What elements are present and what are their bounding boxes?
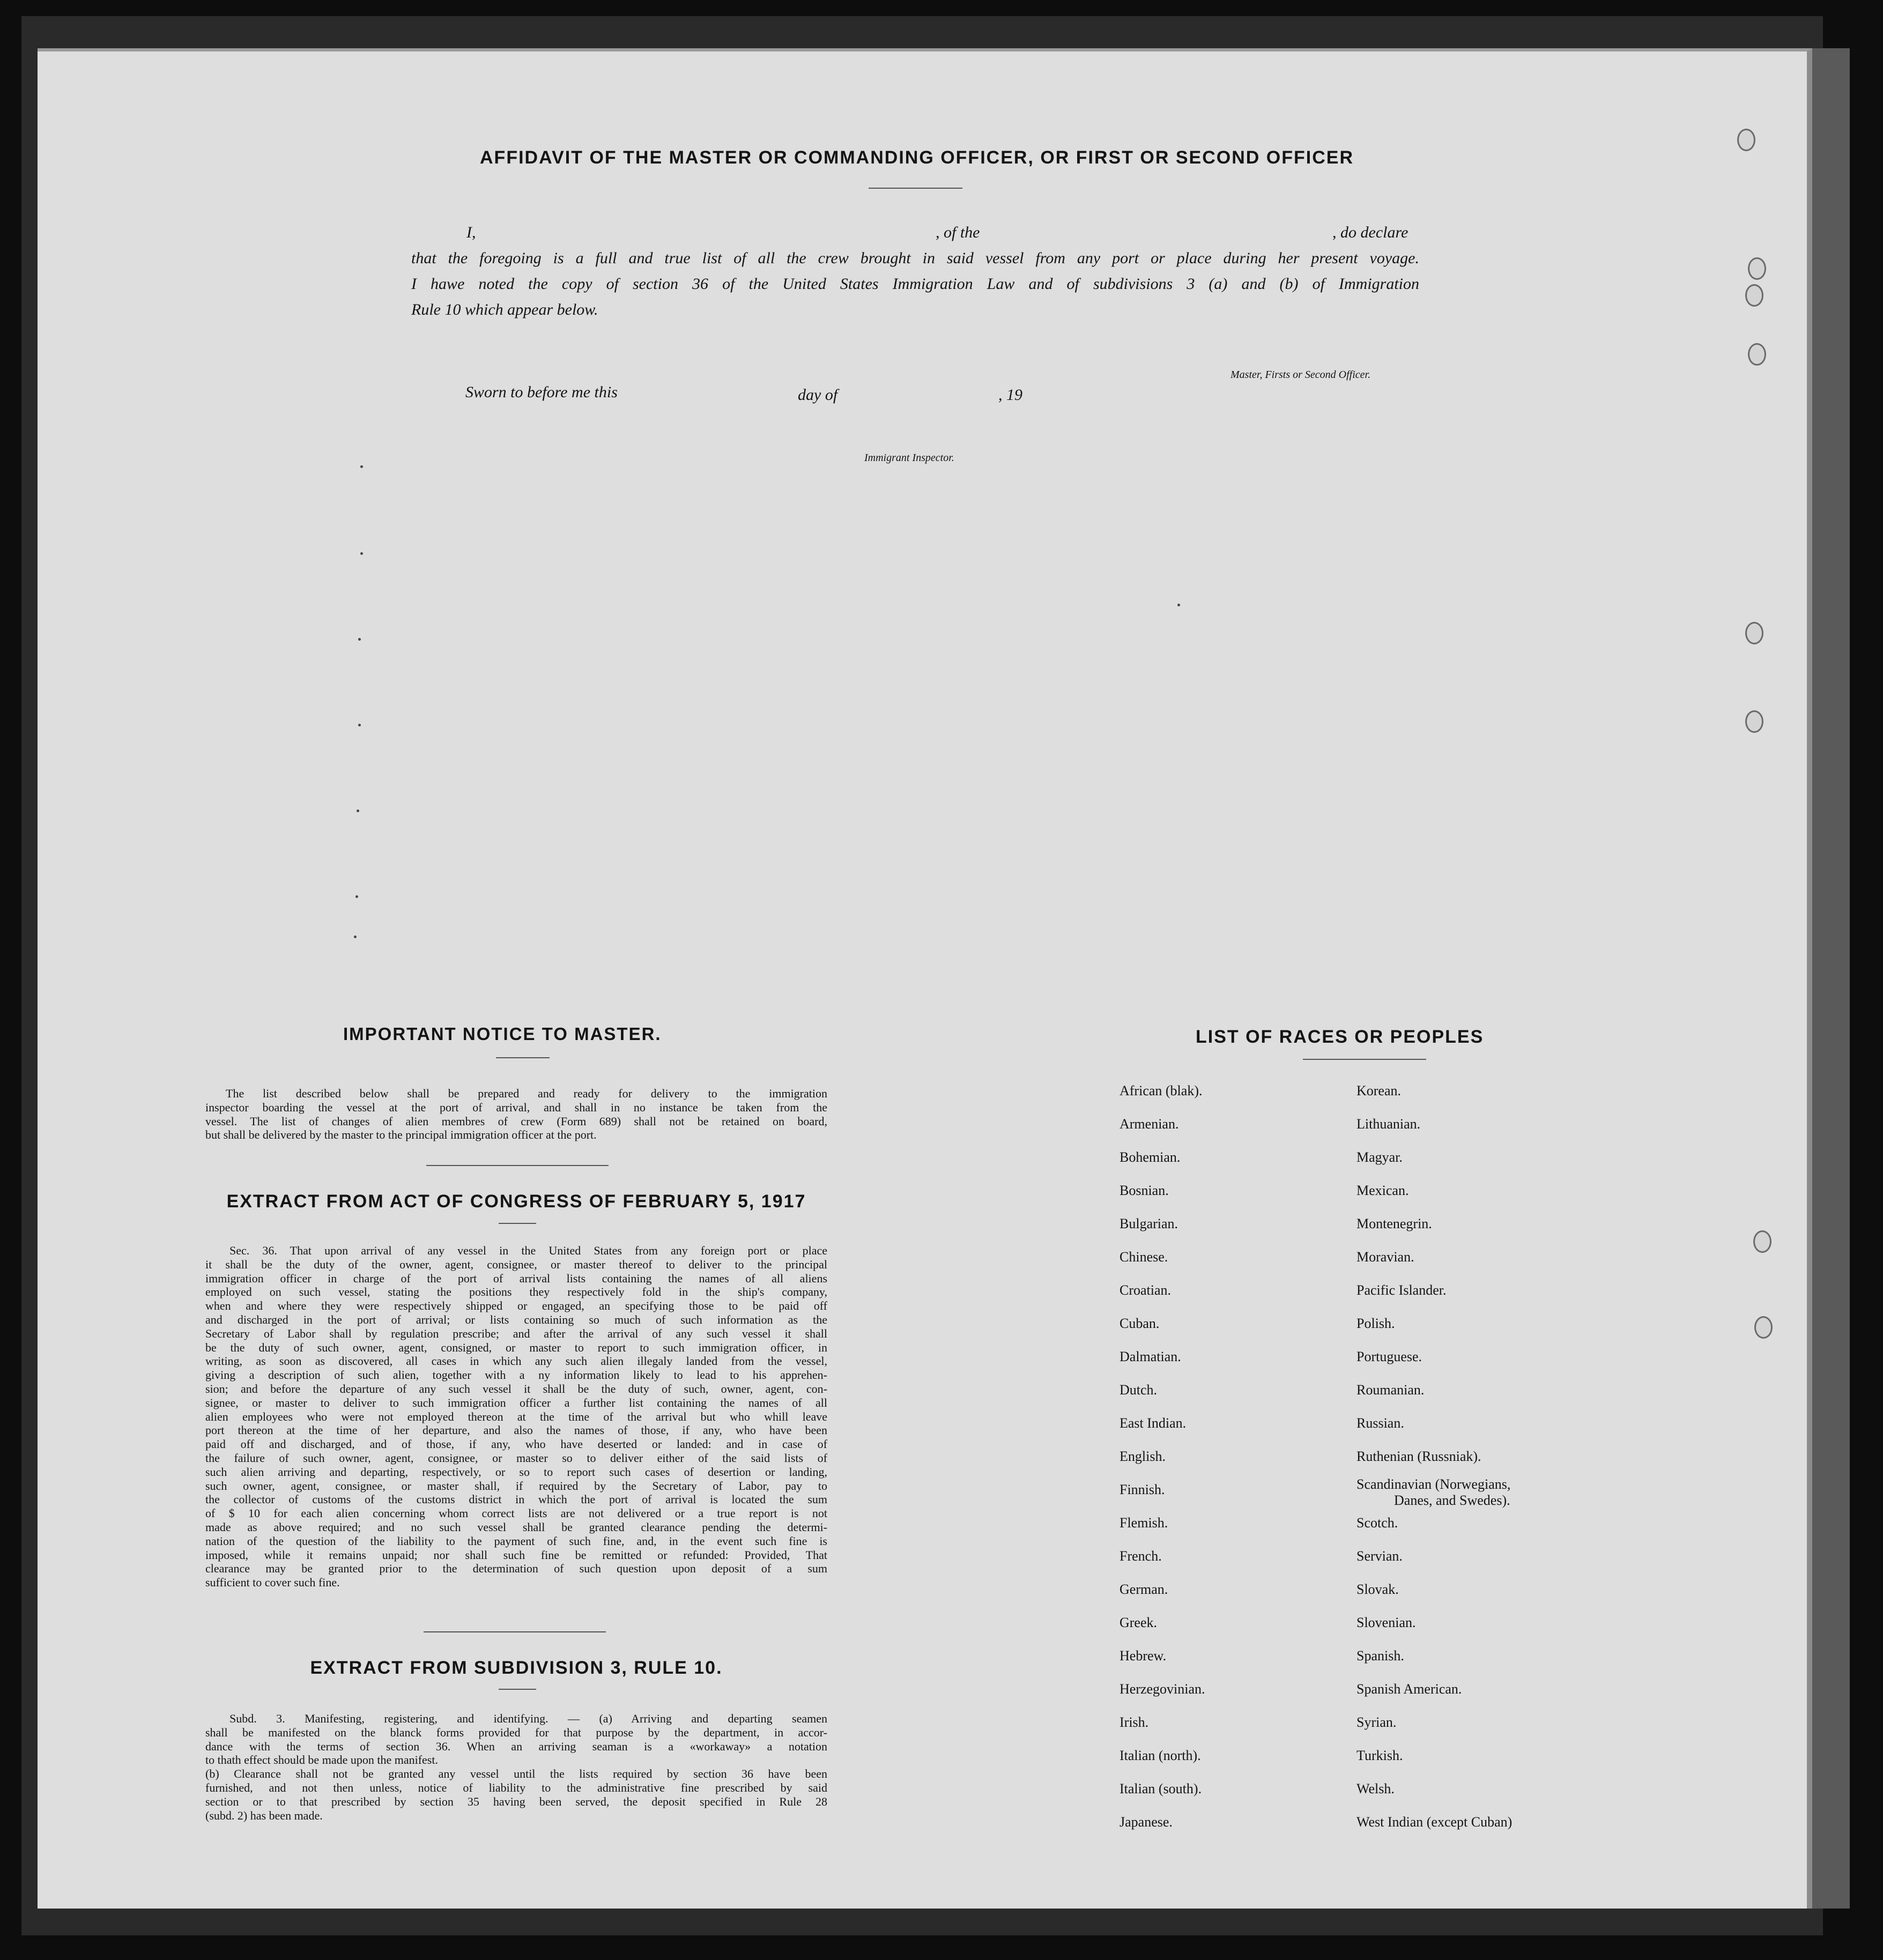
race-item: Korean. (1356, 1083, 1402, 1098)
rule-line: (subd. 2) has been made. (205, 1808, 323, 1822)
act-line: Sec. 36. That upon arrival of any vessel in the United States from any foreign port or place (229, 1244, 827, 1257)
punch-hole (1745, 284, 1763, 307)
race-item: Polish. (1356, 1316, 1395, 1331)
race-item: Irish. (1120, 1714, 1149, 1730)
race-item: Russian. (1356, 1415, 1404, 1431)
margin-dot (357, 810, 359, 812)
act-line: the failure of such owner, agent, consignee, or master so to deliver either of the said lists of (205, 1451, 827, 1465)
section-divider (424, 1631, 606, 1632)
act-line: made as above required; and no such vessel shall be granted clearance pending the determi- (205, 1520, 827, 1534)
act-divider (499, 1223, 536, 1224)
race-item: Scotch. (1356, 1515, 1398, 1531)
race-item: English. (1120, 1449, 1166, 1464)
punch-hole (1754, 1316, 1773, 1339)
race-item: Scandinavian (Norwegians, (1356, 1476, 1511, 1492)
race-item: Herzegovinian. (1120, 1681, 1205, 1697)
race-item: Dutch. (1120, 1382, 1158, 1398)
notice-line: The list described below shall be prepared and ready for delivery to the immigration (226, 1087, 827, 1100)
act-line: signee, or master to deliver to such immigration officer a further list containing the names of all (205, 1395, 827, 1409)
rule-line: furnished, and not then unless, notice of liability to the administrative fine prescribed by said (205, 1780, 827, 1794)
race-item: German. (1120, 1582, 1168, 1597)
race-item: Italian (north). (1120, 1748, 1201, 1763)
race-item: Ruthenian (Russniak). (1356, 1449, 1481, 1464)
act-line: Secretary of Labor shall by regulation prescribe; and after the arrival of any such vessel it shall (205, 1326, 827, 1340)
race-item: Portuguese. (1356, 1349, 1422, 1364)
act-line: imposed, while it remains unpaid; nor shall such fine be remitted or refunded: Provided, That (205, 1548, 827, 1562)
act-line: port thereon at the time of her departure, and also the names of those, if any, who have been (205, 1423, 827, 1437)
sworn-label: Sworn to before me this (465, 383, 618, 401)
race-item: Bulgarian. (1120, 1216, 1178, 1231)
race-item: Montenegrin. (1356, 1216, 1432, 1231)
affidavit-i: I, (466, 224, 476, 241)
section-divider (426, 1165, 609, 1166)
race-item: Greek. (1120, 1615, 1158, 1630)
race-item: Croatian. (1120, 1282, 1172, 1298)
races-title: LIST OF RACES OR PEOPLES (1196, 1027, 1484, 1047)
act-line: employed on such vessel, stating the positions they respectively fold in the ship's company, (205, 1285, 827, 1299)
rule-line: to thath effect should be made upon the manifest. (205, 1753, 438, 1767)
race-item: Cuban. (1120, 1316, 1160, 1331)
act-line: sion; and before the departure of any such vessel it shall be the duty of such, owner, agent, con- (205, 1382, 827, 1395)
rule-line: Subd. 3. Manifesting, registering, and identifying. — (a) Arriving and departing seamen (229, 1712, 827, 1725)
act-line: giving a description of such alien, together with a ny information likely to lead to his apprehen- (205, 1368, 827, 1382)
race-item: Magyar. (1356, 1149, 1403, 1165)
race-item: Italian (south). (1120, 1781, 1202, 1796)
document-page (38, 48, 1812, 1909)
race-item: French. (1120, 1548, 1162, 1564)
margin-dot (355, 895, 358, 898)
rule-title: EXTRACT FROM SUBDIVISION 3, RULE 10. (310, 1658, 723, 1678)
page-edge (1812, 48, 1850, 1909)
notice-divider (496, 1057, 550, 1058)
affidavit-line-3: I hawe noted the copy of section 36 of the United States Immigration Law and of subdivisions 3 (a) and (b) of Immigration (411, 275, 1419, 293)
day-of-label: day of (798, 386, 838, 404)
title-divider (869, 188, 962, 189)
race-item: Armenian. (1120, 1116, 1179, 1132)
race-item: Lithuanian. (1356, 1116, 1421, 1132)
rule-line: section or to that prescribed by section 35 having been served, the deposit specified in Rule 28 (205, 1794, 827, 1808)
race-item: West Indian (except Cuban) (1356, 1814, 1513, 1830)
race-item: Japanese. (1120, 1814, 1173, 1830)
punch-hole (1748, 343, 1766, 366)
margin-dot (354, 936, 357, 938)
rule-line: dance with the terms of section 36. When an arriving seaman is a «workaway» a notation (205, 1739, 827, 1753)
race-item: Welsh. (1356, 1781, 1395, 1796)
act-line: such owner, agent, consignee, or master shall, if required by the Secretary of Labor, pay to (205, 1479, 827, 1493)
act-line: alien employees who were not employed thereon at the time of the arrival but who whill leave (205, 1409, 827, 1423)
margin-dot (360, 552, 363, 555)
margin-dot (358, 724, 361, 726)
race-item: Spanish. (1356, 1648, 1404, 1664)
act-line: sufficient to cover such fine. (205, 1576, 340, 1590)
act-line: when and where they were respectively shipped or engaged, an specifying those to be paid off (205, 1299, 827, 1313)
punch-hole (1748, 257, 1766, 280)
notice-title: IMPORTANT NOTICE TO MASTER. (343, 1024, 662, 1044)
rule-line: (b) Clearance shall not be granted any vessel until the lists required by section 36 have been (205, 1767, 827, 1781)
affidavit-of-the: , of the (936, 224, 980, 241)
race-item: Chinese. (1120, 1249, 1168, 1265)
race-item: Bohemian. (1120, 1149, 1181, 1165)
rule-line: shall be manifested on the blanck forms provided for that purpose by the department, in accor- (205, 1725, 827, 1739)
act-line: paid off and discharged, and of those, if any, who have deserted or landed: and in case of (205, 1437, 827, 1451)
notice-body (205, 1087, 827, 1142)
affidavit-title: AFFIDAVIT OF THE MASTER OR COMMANDING OFFICER, OR FIRST OR SECOND OFFICER (480, 147, 1354, 168)
race-item: Turkish. (1356, 1748, 1403, 1763)
inspector-caption: Immigrant Inspector. (864, 452, 954, 464)
races-divider (1303, 1059, 1426, 1060)
race-item: Servian. (1356, 1548, 1403, 1564)
act-line: the collector of customs of the customs district in which the port of arrival is located the sum (205, 1493, 827, 1506)
race-item: Moravian. (1356, 1249, 1414, 1265)
race-item: Bosnian. (1120, 1183, 1169, 1198)
race-item: Dalmatian. (1120, 1349, 1181, 1364)
race-item: East Indian. (1120, 1415, 1187, 1431)
act-line: immigration officer in charge of the port of arrival lists containing the names of all aliens (205, 1271, 827, 1285)
race-item: Slovenian. (1356, 1615, 1416, 1630)
margin-dot (1177, 604, 1180, 606)
race-item: African (blak). (1120, 1083, 1203, 1098)
race-item: Slovak. (1356, 1582, 1399, 1597)
rule-divider (499, 1689, 536, 1690)
act-line: it shall be the duty of the owner, agent, consignee, or master thereof to deliver to the principal (205, 1257, 827, 1271)
punch-hole (1737, 129, 1755, 151)
affidavit-line-2: that the foregoing is a full and true list of all the crew brought in said vessel from any port or place during her present voyage. (411, 249, 1419, 267)
act-line: of $ 10 for each alien concerning whom correct lists are not delivered or a true report is not (205, 1506, 827, 1520)
rule-body (205, 1712, 827, 1822)
race-item: Pacific Islander. (1356, 1282, 1447, 1298)
act-body (205, 1244, 827, 1590)
act-line: nation of the question of the liability to the payment of such fine, and, in the event such fine is (205, 1534, 827, 1548)
year-prefix: , 19 (998, 386, 1022, 404)
affidavit-declare: , do declare (1332, 224, 1408, 241)
race-item: Syrian. (1356, 1714, 1397, 1730)
act-line: and discharged in the port of arrival; or lists containing so much of such information as the (205, 1312, 827, 1326)
race-item: Mexican. (1356, 1183, 1409, 1198)
act-line: such alien arriving and departing, respectively, or so to report such cases of desertion or landing, (205, 1465, 827, 1479)
affidavit-line-4: Rule 10 which appear below. (411, 301, 598, 318)
margin-dot (360, 465, 363, 468)
notice-line: vessel. The list of changes of alien membres of crew (Form 689) shall not be retained on board, (205, 1114, 827, 1128)
act-line: writing, as soon as discovered, all cases in which any such alien illegaly landed from the vessel, (205, 1354, 827, 1368)
master-signature-caption: Master, Firsts or Second Officer. (1230, 369, 1371, 381)
punch-hole (1745, 710, 1763, 733)
race-item: Danes, and Swedes). (1394, 1493, 1510, 1508)
notice-line: inspector boarding the vessel at the port of arrival, and shall in no instance be taken from the (205, 1100, 827, 1114)
act-line: clearance may be granted prior to the determination of such question upon deposit of a sum (205, 1562, 827, 1576)
act-line: be the duty of such owner, agent, consigned, or master to report to such immigration officer, in (205, 1340, 827, 1354)
punch-hole (1753, 1230, 1771, 1253)
margin-dot (358, 638, 361, 641)
race-item: Roumanian. (1356, 1382, 1425, 1398)
notice-line: but shall be delivered by the master to the principal immigration officer at the port. (205, 1128, 597, 1142)
punch-hole (1745, 622, 1763, 644)
act-title: EXTRACT FROM ACT OF CONGRESS OF FEBRUARY 5, 1917 (226, 1191, 806, 1212)
race-item: Spanish American. (1356, 1681, 1462, 1697)
race-item: Flemish. (1120, 1515, 1168, 1531)
race-item: Hebrew. (1120, 1648, 1167, 1664)
race-item: Finnish. (1120, 1482, 1165, 1497)
